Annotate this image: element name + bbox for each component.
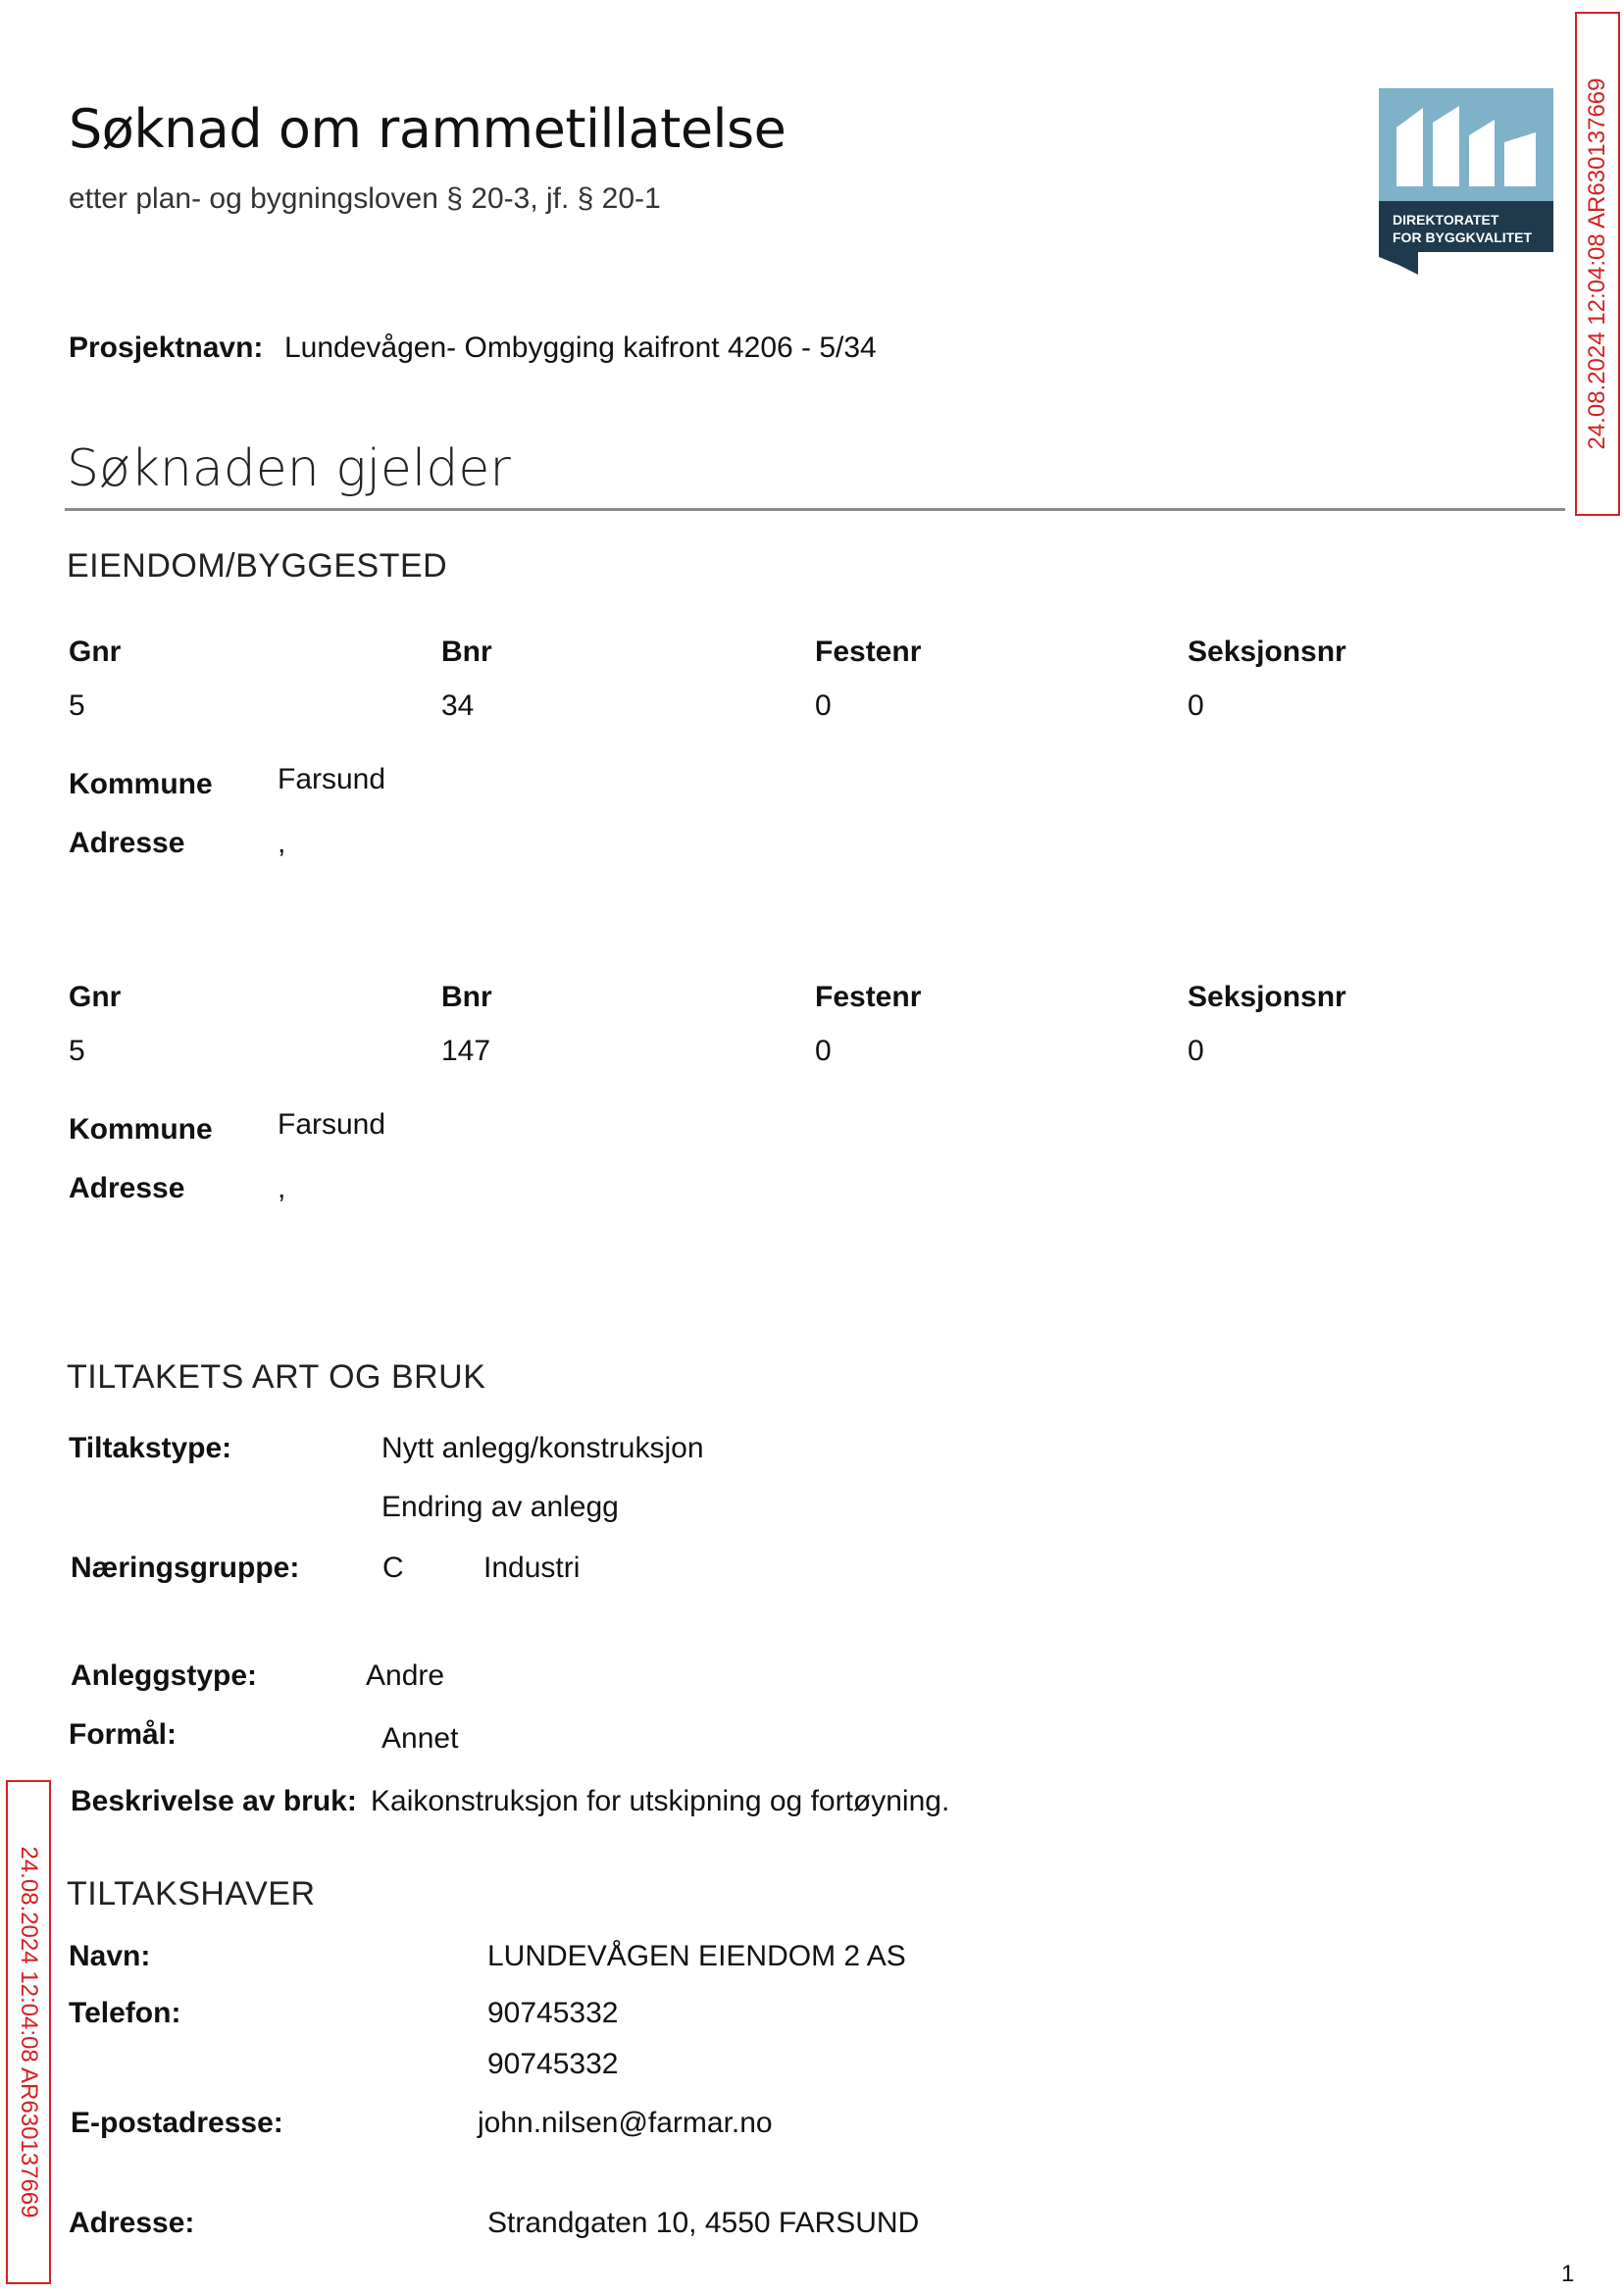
epost-value: john.nilsen@farmar.no [478,2107,773,2139]
seksjonsnr-label: Seksjonsnr [1188,636,1346,668]
tiltakstype-value: Endring av anlegg [381,1491,619,1523]
navn-label: Navn: [69,1940,151,1972]
section-divider [65,508,1565,511]
date-stamp-right [1575,12,1620,516]
kommune-label: Kommune [69,1113,213,1146]
festenr-value: 0 [815,689,832,722]
bnr-value: 147 [441,1035,491,1067]
project-name-value: Lundevågen- Ombygging kaifront 4206 - 5/34 [284,331,877,364]
gnr-value: 5 [69,1035,85,1067]
date-stamp-left [6,1780,51,2284]
adresse-value: Strandgaten 10, 4550 FARSUND [487,2207,920,2239]
adresse-label: Adresse [69,827,185,859]
bnr-label: Bnr [441,636,492,668]
document-subtitle: etter plan- og bygningsloven § 20-3, jf. § 20-1 [69,182,661,215]
property-section-heading: EIENDOM/BYGGESTED [67,547,448,585]
tiltakshaver-section-heading: TILTAKSHAVER [67,1875,316,1912]
logo-line2: FOR BYGGKVALITET [1393,229,1533,245]
epost-label: E-postadresse: [71,2107,283,2139]
dibk-logo [1379,88,1553,275]
anleggstype-label: Anleggstype: [71,1659,258,1692]
stamp-text: 24.08.2024 12:04:08 AR630137669 [1584,77,1610,450]
kommune-value: Farsund [278,1108,386,1141]
beskrivelse-value: Kaikonstruksjon for utskipning og fortøyning. [371,1785,950,1817]
telefon-label: Telefon: [69,1997,181,2029]
beskrivelse-label: Beskrivelse av bruk: [71,1785,357,1817]
festenr-value: 0 [815,1035,832,1067]
naeringsgruppe-value: Industri [483,1552,581,1584]
adresse-label: Adresse [69,1172,185,1204]
tiltakstype-label: Tiltakstype: [69,1432,232,1464]
gnr-value: 5 [69,689,85,722]
seksjonsnr-value: 0 [1188,1035,1204,1067]
navn-value: LUNDEVÅGEN EIENDOM 2 AS [487,1940,906,1972]
festenr-label: Festenr [815,636,922,668]
adresse-value: , [278,827,286,859]
seksjonsnr-label: Seksjonsnr [1188,981,1346,1013]
project-name-label: Prosjektnavn: [69,331,264,364]
tiltakstype-value: Nytt anlegg/konstruksjon [381,1432,704,1464]
section-heading: Søknaden gjelder [67,439,511,498]
adresse-value: , [278,1172,286,1204]
kommune-value: Farsund [278,763,386,795]
bnr-value: 34 [441,689,475,722]
kommune-label: Kommune [69,768,213,800]
bnr-label: Bnr [441,981,492,1013]
telefon-value: 90745332 [487,1997,619,2029]
gnr-label: Gnr [69,636,122,668]
naeringsgruppe-label: Næringsgruppe: [71,1552,300,1584]
festenr-label: Festenr [815,981,922,1013]
adresse-label: Adresse: [69,2207,195,2239]
anleggstype-value: Andre [366,1659,445,1692]
formal-value: Annet [381,1722,459,1755]
stamp-text: 24.08.2024 12:04:08 AR630137669 [16,1846,42,2218]
seksjonsnr-value: 0 [1188,689,1204,722]
formal-label: Formål: [69,1718,178,1751]
naeringsgruppe-code: C [382,1552,404,1584]
gnr-label: Gnr [69,981,122,1013]
document-title: Søknad om rammetillatelse [69,98,787,160]
telefon-value: 90745332 [487,2048,619,2080]
logo-line1: DIREKTORATET [1393,212,1499,228]
tiltak-section-heading: TILTAKETS ART OG BRUK [67,1358,486,1396]
page-number: 1 [1561,2261,1575,2287]
